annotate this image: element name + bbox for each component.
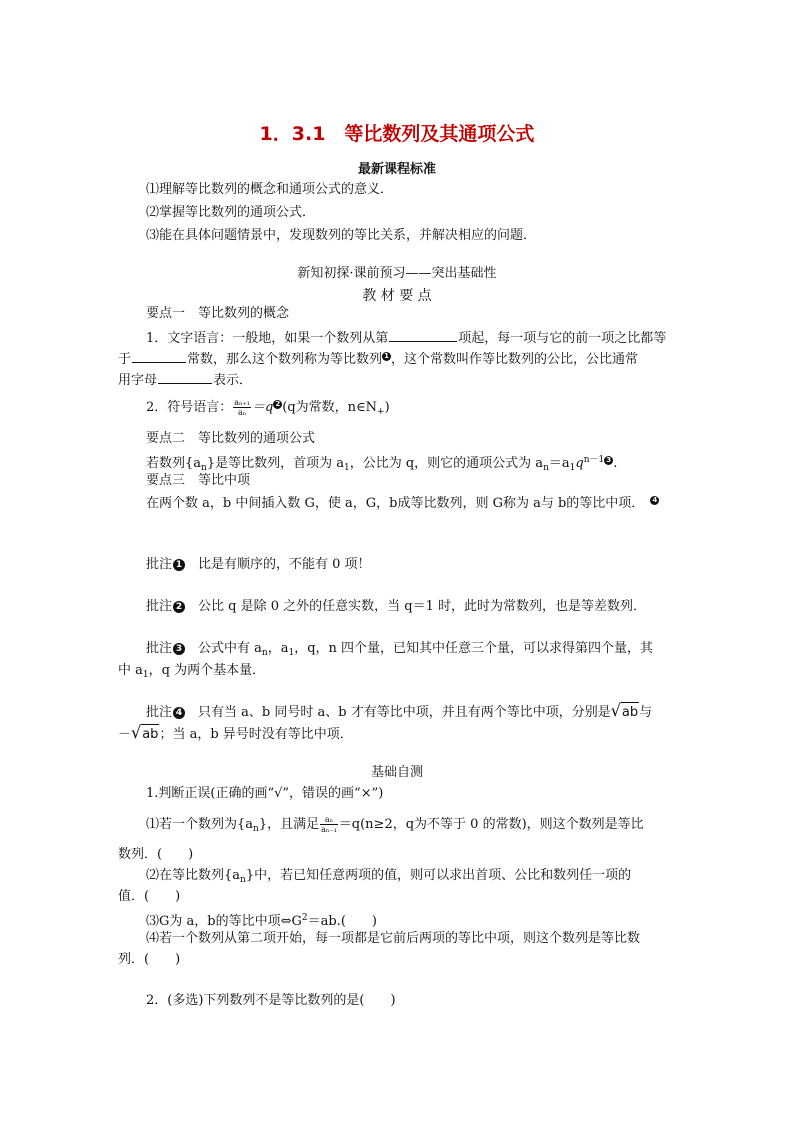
note-text: 只有当 a、b 同号时 a、b 才有等比中项，并且有两个等比中项，分别是: [185, 705, 611, 720]
note-text: 与: [639, 705, 653, 720]
note-marker-2: 2: [273, 400, 282, 409]
text: 用字母: [118, 373, 158, 388]
sqrt-ab: [611, 701, 639, 723]
fraction: [233, 398, 251, 417]
note-label: 批注: [146, 599, 173, 614]
point1-symbolic: [146, 398, 390, 422]
standard-item: ⑴理解等比数列的概念和通项公式的意义．: [146, 182, 394, 197]
subscript: n: [201, 463, 207, 473]
text: ⑶G为 a，b的等比中项⇔G: [146, 914, 302, 929]
question-1-1: [146, 815, 644, 839]
numerator: aₙ: [320, 815, 338, 825]
note-4: [146, 701, 652, 723]
text: 在两个数 a，b 中间插入数 G，使 a，G，b成等比数列，则 G称为 a与 b的等比中项．: [146, 496, 645, 511]
text: q: [575, 456, 584, 471]
numerator: aₙ₊₁: [234, 398, 250, 407]
point1-line2: [118, 348, 638, 370]
note-marker-4: 4: [173, 707, 185, 719]
point1-line3: [118, 369, 252, 391]
text: (q为常数，n∈N: [282, 400, 378, 415]
text: ＝q(n≥2，q为不等于 0 的常数)，则这个数列是等比: [338, 817, 644, 832]
text: }是等比数列，首项为 a: [206, 456, 344, 471]
note-marker-2: 2: [173, 601, 185, 613]
subscript: n: [240, 875, 246, 885]
text: 于: [118, 352, 132, 367]
text: ，这个常数叫作等比数列的公比，公比通常: [391, 352, 639, 367]
radical-sign: √: [610, 700, 621, 721]
text: ⑴若一个数列为{a: [146, 817, 254, 832]
denominator: aₙ₋₁: [321, 825, 337, 834]
note-label: 批注: [146, 641, 173, 656]
text: 常数，那么这个数列称为等比数列: [187, 352, 383, 367]
subscript: n: [261, 648, 268, 658]
radicand: ab: [621, 702, 639, 723]
note-marker-1: 1: [382, 352, 391, 361]
subscript: n: [543, 463, 549, 473]
note-marker-3: 3: [604, 456, 613, 465]
subscript: 1: [343, 463, 350, 473]
note-marker-3: 3: [173, 643, 185, 655]
note-4-line2: [118, 723, 353, 745]
fill-blank: [389, 327, 457, 342]
superscript: n－1: [583, 455, 605, 465]
standard-item: ⑵掌握等比数列的通项公式．: [146, 205, 316, 220]
note-text: 比是有顺序的，不能有 0 项！: [185, 557, 371, 572]
subscript: 1: [142, 670, 149, 680]
question-1-4: ⑷若一个数列从第二项开始，每一项都是它前后两项的等比中项，则这个数列是等比数: [146, 931, 641, 946]
question-1-1-cont: 数列．( ): [118, 847, 194, 862]
standard-item: ⑶能在具体问题情景中，发现数列的等比关系，并解决相应的问题．: [146, 228, 537, 243]
text: ＝a: [548, 456, 570, 471]
text: 项起，每一项与它的前一项之比都等: [458, 331, 667, 346]
question-1-4-cont: 列．( ): [118, 952, 181, 967]
denominator: aₙ: [238, 408, 247, 417]
superscript: 2: [301, 913, 308, 923]
page-title: 1．3.1 等比数列及其通项公式: [259, 123, 535, 145]
text: 若数列{a: [146, 456, 202, 471]
note-text: ，a: [267, 641, 289, 656]
radicand: ab: [141, 724, 159, 745]
text: ⑵在等比数列{a: [146, 868, 241, 883]
selftest-heading: 基础自测: [370, 765, 423, 780]
text: .: [613, 456, 618, 471]
note-text: 公比 q 是除 0 之外的任意实数，当 q＝1 时，此时为常数列，也是等差数列．: [185, 599, 646, 614]
point1-title: 要点一 等比数列的概念: [146, 306, 290, 321]
subscript: +: [377, 407, 385, 417]
text: }中，若已知任意两项的值，则可以求出首项、公比和数列任一项的: [245, 868, 632, 883]
note-text: ，q，n 四个量，已知其中任意三个量，可以求得第四个量，其: [294, 641, 654, 656]
note-2: [146, 597, 646, 617]
note-marker-4: 4: [650, 496, 659, 505]
fraction: [320, 815, 338, 834]
question-1-2-cont: 值．( ): [118, 889, 181, 904]
point3-text: [146, 494, 659, 514]
text: ＝q: [251, 400, 274, 415]
text: 2．符号语言：: [146, 400, 233, 415]
radical-sign: √: [131, 722, 142, 743]
note-marker-1: 1: [173, 559, 185, 571]
question-1: 1.判断正误(正确的画“√”，错误的画“×”): [146, 786, 384, 801]
preview-subheading: 教 材 要 点: [362, 288, 432, 304]
text: ，公比为 q，则它的通项公式为 a: [349, 456, 544, 471]
note-text: －: [118, 727, 132, 742]
point2-title: 要点二 等比数列的通项公式: [146, 431, 316, 446]
fill-blank: [132, 348, 186, 363]
note-label: 批注: [146, 557, 173, 572]
note-1: [146, 555, 371, 575]
note-3: [146, 639, 653, 663]
note-text: 公式中有 a: [185, 641, 262, 656]
text: 表示．: [213, 373, 253, 388]
text: }，且满足: [258, 817, 320, 832]
note-3-line2: [118, 661, 265, 685]
text: ): [384, 400, 390, 415]
sqrt-ab: [131, 723, 159, 745]
fill-blank: [158, 369, 212, 384]
text: 1．文字语言：一般地，如果一个数列从第: [146, 331, 389, 346]
subscript: 1: [569, 463, 576, 473]
note-label: 批注: [146, 705, 173, 720]
question-1-2: [146, 866, 631, 890]
note-text: 中 a: [118, 663, 143, 678]
point3-title: 要点三 等比中项: [146, 473, 251, 488]
text: ＝ab.( ): [307, 914, 377, 929]
note-text: ；当 a，b 异号时没有等比中项．: [159, 727, 353, 742]
question-2: 2．(多选)下列数列不是等比数列的是( ): [146, 993, 396, 1008]
note-text: ，q 为两个基本量．: [148, 663, 266, 678]
standard-heading: 最新课程标准: [357, 162, 436, 177]
preview-heading: 新知初探·课前预习——突出基础性: [297, 266, 497, 281]
subscript: 1: [288, 648, 295, 658]
subscript: n: [253, 824, 259, 834]
point1-line1: [146, 327, 666, 349]
